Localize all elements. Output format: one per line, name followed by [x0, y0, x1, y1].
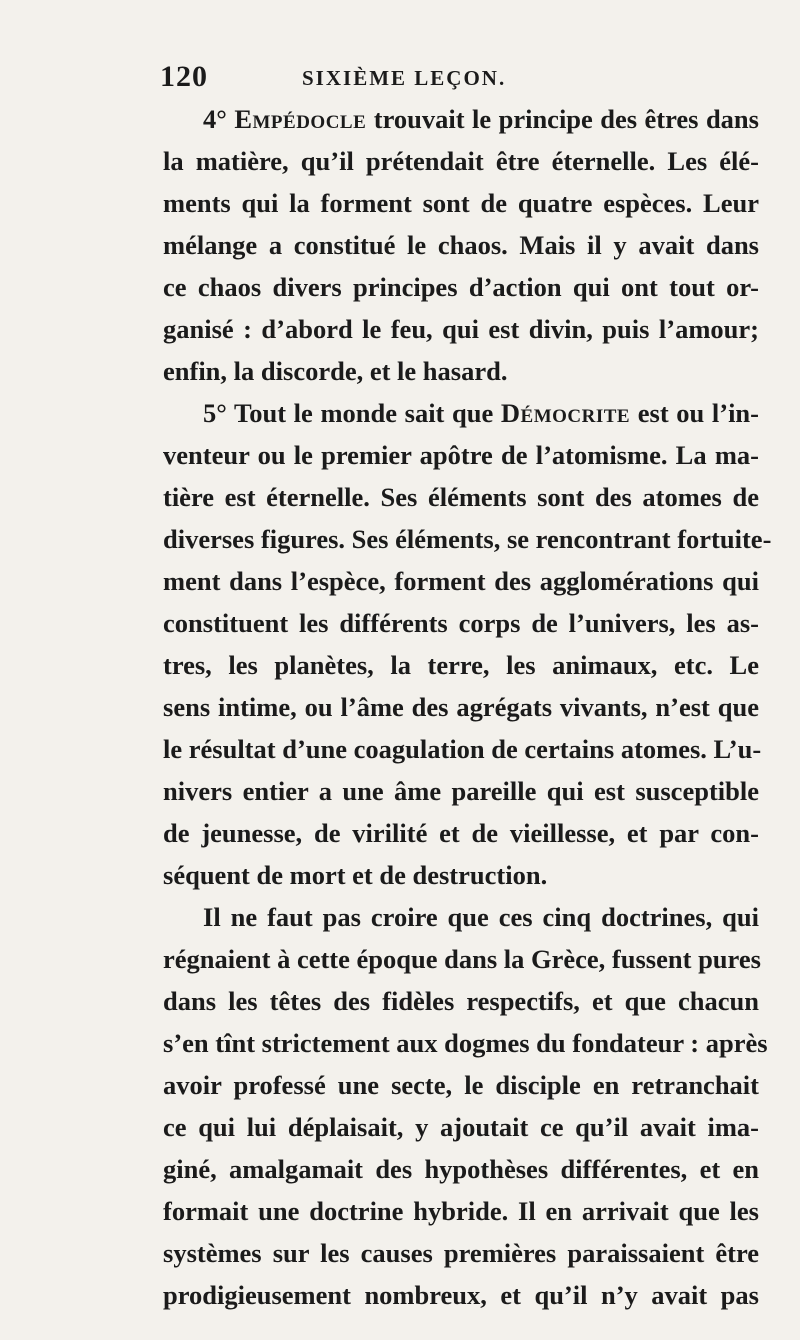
text-line: ce chaos divers principes d’action qui ont tout or-: [163, 272, 759, 302]
text-line: sens intime, ou l’âme des agrégats vivants, n’est que: [163, 692, 759, 722]
text-line: mélange a constitué le chaos. Mais il y avait dans: [163, 230, 759, 260]
text-line: séquent de mort et de destruction.: [163, 860, 548, 890]
text-line: tres, les planètes, la terre, les animaux, etc. Le: [163, 650, 759, 680]
line-prefix: 5° Tout le monde sait que: [203, 398, 501, 428]
author-name: Démocrite: [500, 398, 631, 428]
page-header: [160, 60, 760, 100]
text-line: formait une doctrine hybride. Il en arrivait que les: [163, 1196, 759, 1226]
text-line: avoir professé une secte, le disciple en retranchait: [163, 1070, 759, 1100]
body-text: [163, 98, 772, 1316]
line-suffix: trouvait le principe des êtres dans: [366, 104, 759, 134]
text-line: [163, 98, 759, 140]
text-line: giné, amalgamait des hypothèses différentes, et en: [163, 1154, 759, 1184]
text-line: nivers entier a une âme pareille qui est susceptible: [163, 776, 759, 806]
text-line: de jeunesse, de virilité et de vieillesse, et par con-: [163, 818, 759, 848]
text-line: diverses figures. Ses éléments, se rencontrant fortuite-: [163, 524, 772, 554]
author-name: Empédocle: [234, 104, 367, 134]
text-line: prodigieusement nombreux, et qu’il n’y avait pas: [163, 1280, 759, 1310]
text-line: ments qui la forment sont de quatre espèces. Leur: [163, 188, 759, 218]
text-line: régnaient à cette époque dans la Grèce, fussent pures: [163, 944, 761, 974]
running-head: SIXIÈME LEÇON.: [302, 66, 507, 90]
text-line: systèmes sur les causes premières paraissaient être: [163, 1238, 759, 1268]
text-line: enfin, la discorde, et le hasard.: [163, 356, 508, 386]
text-line: constituent les différents corps de l’univers, les as-: [163, 608, 759, 638]
text-line: [163, 392, 759, 434]
text-line: dans les têtes des fidèles respectifs, et que chacun: [163, 986, 759, 1016]
text-line: ce qui lui déplaisait, y ajoutait ce qu’il avait ima-: [163, 1112, 759, 1142]
line-suffix: est ou l’in-: [630, 398, 760, 428]
text-line: Il ne faut pas croire que ces cinq doctrines, qui: [203, 902, 759, 932]
text-line: s’en tînt strictement aux dogmes du fondateur : après: [163, 1028, 768, 1058]
line-prefix: 4°: [203, 104, 235, 134]
text-line: le résultat d’une coagulation de certains atomes. L’u-: [163, 734, 762, 764]
text-line: tière est éternelle. Ses éléments sont des atomes de: [163, 482, 759, 512]
text-line: ganisé : d’abord le feu, qui est divin, puis l’amour;: [163, 314, 759, 344]
page-number: 120: [160, 60, 208, 93]
text-line: venteur ou le premier apôtre de l’atomisme. La ma-: [163, 440, 759, 470]
text-line: ment dans l’espèce, forment des agglomérations qui: [163, 566, 759, 596]
text-line: la matière, qu’il prétendait être éternelle. Les élé-: [163, 146, 759, 176]
